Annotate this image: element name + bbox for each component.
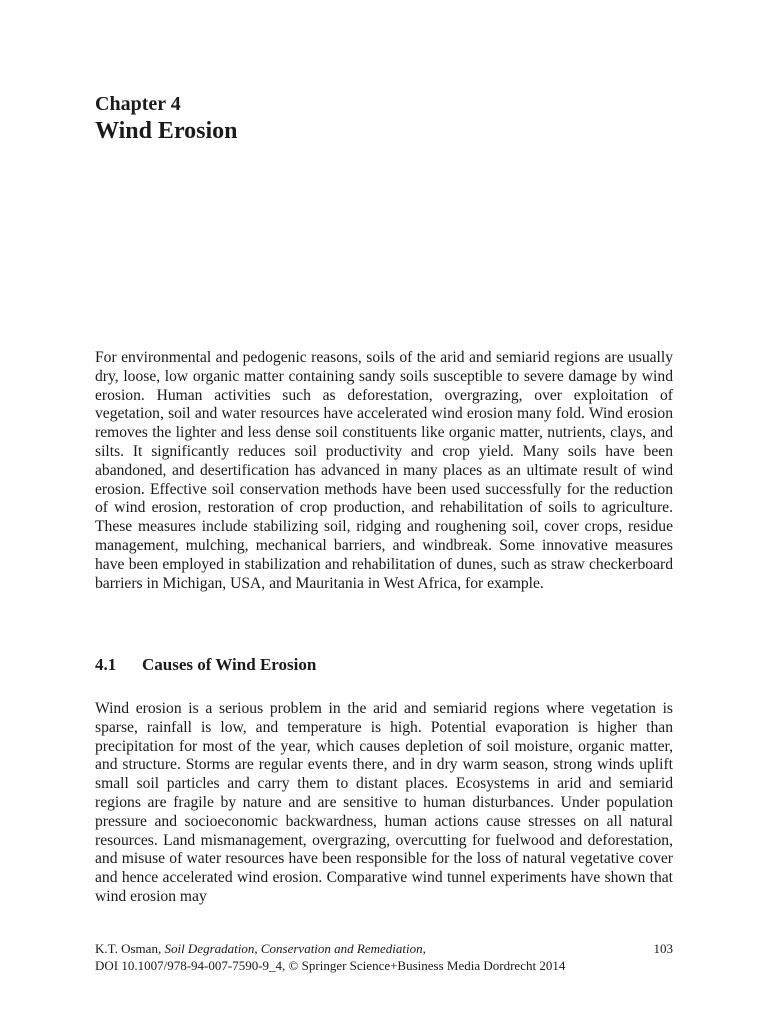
section-number: 4.1	[95, 655, 117, 674]
book-title: Soil Degradation, Conservation and Remediation	[164, 941, 423, 956]
doi-line: DOI 10.1007/978-94-007-7590-9_4, © Springer Science+Business Media Dordrecht 2014	[95, 958, 566, 973]
citation-comma: ,	[422, 941, 426, 956]
book-page	[95, 0, 673, 1024]
chapter-abstract: For environmental and pedogenic reasons, soils of the arid and semiarid regions are usually dry, loose, low organic matter containing sandy soils susceptible to severe damage by wind erosion. Human activities such as deforestation, overgrazing, over exploitation of vegetation, soil and water resources have accelerated wind erosion many fold. Wind erosion removes the lighter and less dense soil constituents like organic matter, nutrients, clays, and silts. It significantly reduces soil productivity and crop yield. Many soils have been abandoned, and desertification has advanced in many places as an ultimate result of wind erosion. Effective soil conservation methods have been used successfully for the reduction of wind erosion, restoration of crop production, and rehabilitation of soils to agriculture. These measures include stabilizing soil, ridging and roughening soil, cover crops, residue management, mulching, mechanical barriers, and windbreak. Some innovative measures have been employed in stabilization and rehabilitation of dunes, such as straw checkerboard barriers in Michigan, USA, and Mauritania in West Africa, for example.	[95, 349, 673, 592]
section-heading	[95, 655, 316, 675]
page-number: 103	[653, 941, 673, 956]
page-footer	[95, 940, 673, 974]
citation	[95, 940, 426, 957]
chapter-label: Chapter 4	[95, 93, 181, 115]
chapter-title: Wind Erosion	[95, 118, 238, 144]
section-title: Causes of Wind Erosion	[142, 655, 317, 674]
citation-author: K.T. Osman,	[95, 941, 162, 956]
body-paragraph: Wind erosion is a serious problem in the arid and semiarid regions where vegetation is sparse, rainfall is low, and temperature is high. Potential evaporation is higher than precipitation for most of the year, which causes depletion of soil moisture, organic matter, and structure. Storms are regular events there, and in dry warm season, strong winds uplift small soil particles and carry them to distant places. Ecosystems in arid and semiarid regions are fragile by nature and are sensitive to human disturbances. Under population pressure and socioeconomic backwardness, human actions cause stresses on all natural resources. Land mismanagement, overgrazing, overcutting for fuelwood and deforestation, and misuse of water resources have been responsible for the loss of natural vegetative cover and hence accelerated wind erosion. Comparative wind tunnel experiments have shown that wind erosion may	[95, 700, 673, 905]
citation-line	[95, 940, 673, 957]
